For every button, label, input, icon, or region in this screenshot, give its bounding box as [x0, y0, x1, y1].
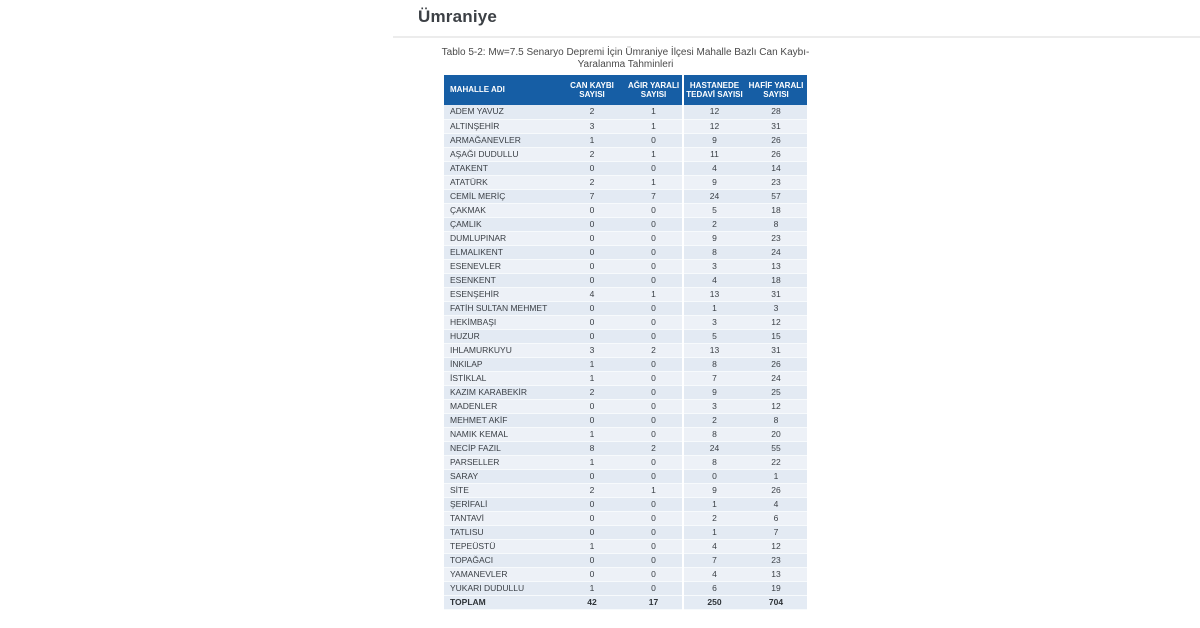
cell-value: 3: [559, 343, 625, 357]
cell-value: 250: [683, 595, 745, 609]
table-row: [444, 343, 807, 357]
cell-value: 2: [559, 385, 625, 399]
table-row: [444, 273, 807, 287]
cell-value: 0: [625, 581, 683, 595]
cell-value: 3: [683, 315, 745, 329]
table-row: [444, 175, 807, 189]
cell-value: 0: [625, 455, 683, 469]
cell-value: 4: [683, 273, 745, 287]
cell-value: 17: [625, 595, 683, 609]
cell-mahalle-adi: ŞERİFALİ: [444, 497, 559, 511]
cell-value: 23: [745, 175, 807, 189]
cell-value: 0: [559, 567, 625, 581]
table-row: [444, 567, 807, 581]
cell-mahalle-adi: DUMLUPINAR: [444, 231, 559, 245]
cell-value: 1: [625, 105, 683, 119]
cell-value: 13: [745, 567, 807, 581]
cell-value: 0: [625, 553, 683, 567]
cell-value: 0: [625, 329, 683, 343]
cell-value: 0: [625, 413, 683, 427]
cell-value: 12: [745, 315, 807, 329]
cell-value: 0: [559, 497, 625, 511]
cell-mahalle-adi: ESENEVLER: [444, 259, 559, 273]
cell-mahalle-adi: SARAY: [444, 469, 559, 483]
casualty-table: [444, 75, 807, 610]
cell-mahalle-adi: ALTINŞEHİR: [444, 119, 559, 133]
cell-value: 42: [559, 595, 625, 609]
table-row: [444, 455, 807, 469]
cell-value: 4: [745, 497, 807, 511]
cell-value: 7: [683, 371, 745, 385]
casualty-table-header: [444, 75, 807, 105]
cell-value: 8: [745, 413, 807, 427]
table-row: [444, 147, 807, 161]
cell-value: 0: [559, 217, 625, 231]
cell-value: 1: [559, 455, 625, 469]
cell-mahalle-adi: İNKILAP: [444, 357, 559, 371]
table-row: [444, 245, 807, 259]
table-row: [444, 287, 807, 301]
cell-value: 24: [683, 189, 745, 203]
column-header-agir-yarali: AĞIR YARALI SAYISI: [625, 75, 683, 105]
cell-mahalle-adi: KAZIM KARABEKİR: [444, 385, 559, 399]
cell-value: 0: [559, 469, 625, 483]
cell-value: 23: [745, 231, 807, 245]
cell-value: 24: [683, 441, 745, 455]
table-caption: [424, 47, 827, 71]
table-row: [444, 133, 807, 147]
cell-value: 0: [625, 567, 683, 581]
cell-value: 0: [559, 231, 625, 245]
cell-value: 7: [745, 525, 807, 539]
cell-mahalle-adi: AŞAĞI DUDULLU: [444, 147, 559, 161]
cell-value: 14: [745, 161, 807, 175]
cell-value: 26: [745, 133, 807, 147]
cell-value: 2: [559, 175, 625, 189]
table-row: [444, 189, 807, 203]
cell-value: 3: [683, 259, 745, 273]
cell-value: 2: [559, 147, 625, 161]
cell-value: 31: [745, 119, 807, 133]
cell-value: 3: [745, 301, 807, 315]
table-row: [444, 203, 807, 217]
cell-value: 2: [683, 413, 745, 427]
cell-mahalle-adi: ATAKENT: [444, 161, 559, 175]
cell-mahalle-adi: TATLISU: [444, 525, 559, 539]
cell-mahalle-adi: TANTAVİ: [444, 511, 559, 525]
cell-mahalle-adi: ADEM YAVUZ: [444, 105, 559, 119]
cell-value: 0: [625, 539, 683, 553]
cell-value: 9: [683, 133, 745, 147]
cell-value: 0: [559, 329, 625, 343]
header-row: [444, 75, 807, 105]
cell-mahalle-adi: ELMALIKENT: [444, 245, 559, 259]
table-row: [444, 581, 807, 595]
cell-value: 9: [683, 231, 745, 245]
cell-value: 28: [745, 105, 807, 119]
cell-value: 0: [559, 259, 625, 273]
cell-mahalle-adi: ESENKENT: [444, 273, 559, 287]
cell-value: 8: [559, 441, 625, 455]
table-row: [444, 259, 807, 273]
cell-value: 13: [683, 287, 745, 301]
cell-value: 57: [745, 189, 807, 203]
table-row: [444, 161, 807, 175]
cell-value: 0: [559, 301, 625, 315]
table-row: [444, 315, 807, 329]
cell-value: 0: [625, 133, 683, 147]
cell-value: 0: [559, 315, 625, 329]
cell-value: 5: [683, 203, 745, 217]
table-row: [444, 441, 807, 455]
cell-mahalle-adi: ESENŞEHİR: [444, 287, 559, 301]
table-row: [444, 483, 807, 497]
table-row: [444, 525, 807, 539]
cell-value: 1: [625, 287, 683, 301]
table-row: [444, 399, 807, 413]
cell-mahalle-adi: TOPAĞACI: [444, 553, 559, 567]
cell-value: 0: [625, 273, 683, 287]
cell-value: 31: [745, 287, 807, 301]
cell-value: 1: [559, 539, 625, 553]
cell-mahalle-adi: ATATÜRK: [444, 175, 559, 189]
table-row: [444, 217, 807, 231]
cell-value: 0: [625, 231, 683, 245]
cell-value: 25: [745, 385, 807, 399]
cell-value: 0: [625, 511, 683, 525]
cell-mahalle-adi: MEHMET AKİF: [444, 413, 559, 427]
cell-value: 7: [625, 189, 683, 203]
cell-value: 1: [683, 301, 745, 315]
table-row: [444, 469, 807, 483]
cell-value: 0: [559, 553, 625, 567]
title-divider: [393, 36, 1200, 38]
cell-value: 8: [683, 245, 745, 259]
cell-mahalle-adi: FATİH SULTAN MEHMET: [444, 301, 559, 315]
table-row: [444, 511, 807, 525]
cell-value: 1: [625, 119, 683, 133]
cell-value: 12: [745, 399, 807, 413]
table-row: [444, 119, 807, 133]
cell-value: 18: [745, 273, 807, 287]
cell-value: 2: [625, 343, 683, 357]
cell-value: 7: [559, 189, 625, 203]
casualty-table-container: [444, 75, 807, 610]
cell-mahalle-adi: PARSELLER: [444, 455, 559, 469]
cell-value: 18: [745, 203, 807, 217]
cell-value: 1: [559, 133, 625, 147]
cell-value: 3: [683, 399, 745, 413]
cell-mahalle-adi: IHLAMURKUYU: [444, 343, 559, 357]
cell-value: 2: [625, 441, 683, 455]
cell-value: 1: [559, 581, 625, 595]
cell-value: 1: [559, 357, 625, 371]
table-row-total: [444, 595, 807, 609]
table-row: [444, 385, 807, 399]
cell-value: 8: [683, 427, 745, 441]
cell-mahalle-adi: ARMAĞANEVLER: [444, 133, 559, 147]
table-row: [444, 539, 807, 553]
cell-value: 0: [559, 203, 625, 217]
cell-mahalle-adi: YAMANEVLER: [444, 567, 559, 581]
cell-value: 24: [745, 371, 807, 385]
cell-value: 2: [683, 217, 745, 231]
casualty-table-body: [444, 105, 807, 609]
cell-value: 1: [625, 175, 683, 189]
column-header-hafif-yarali: HAFİF YARALI SAYISI: [745, 75, 807, 105]
cell-value: 12: [745, 539, 807, 553]
cell-mahalle-adi: HUZUR: [444, 329, 559, 343]
cell-value: 7: [683, 553, 745, 567]
cell-value: 5: [683, 329, 745, 343]
cell-value: 55: [745, 441, 807, 455]
cell-mahalle-adi: İSTİKLAL: [444, 371, 559, 385]
cell-value: 0: [625, 315, 683, 329]
cell-value: 26: [745, 483, 807, 497]
cell-value: 3: [559, 119, 625, 133]
cell-value: 4: [683, 567, 745, 581]
cell-value: 2: [559, 105, 625, 119]
cell-value: 4: [683, 161, 745, 175]
table-row: [444, 553, 807, 567]
cell-value: 0: [625, 259, 683, 273]
cell-value: 23: [745, 553, 807, 567]
cell-value: 8: [745, 217, 807, 231]
cell-value: 13: [683, 343, 745, 357]
cell-value: 0: [625, 203, 683, 217]
cell-mahalle-adi: NAMIK KEMAL: [444, 427, 559, 441]
cell-value: 6: [745, 511, 807, 525]
cell-value: 13: [745, 259, 807, 273]
cell-value: 9: [683, 385, 745, 399]
cell-value: 0: [625, 161, 683, 175]
table-caption-line1: Tablo 5-2: Mw=7.5 Senaryo Depremi İçin Ümraniye İlçesi Mahalle Bazlı Can Kaybı-: [441, 47, 810, 58]
table-row: [444, 371, 807, 385]
cell-mahalle-adi: YUKARI DUDULLU: [444, 581, 559, 595]
cell-value: 0: [559, 511, 625, 525]
cell-mahalle-adi: TOPLAM: [444, 595, 559, 609]
cell-value: 20: [745, 427, 807, 441]
cell-value: 22: [745, 455, 807, 469]
cell-value: 0: [625, 217, 683, 231]
cell-value: 0: [559, 161, 625, 175]
cell-value: 1: [559, 371, 625, 385]
cell-value: 8: [683, 357, 745, 371]
cell-value: 26: [745, 147, 807, 161]
cell-mahalle-adi: ÇAMLIK: [444, 217, 559, 231]
table-caption-line2: Yaralanma Tahminleri: [577, 59, 674, 70]
page-title: Ümraniye: [418, 7, 498, 26]
column-header-mahalle-adi: MAHALLE ADI: [444, 75, 559, 105]
cell-mahalle-adi: TEPEÜSTÜ: [444, 539, 559, 553]
cell-mahalle-adi: MADENLER: [444, 399, 559, 413]
cell-value: 8: [683, 455, 745, 469]
cell-value: 0: [625, 525, 683, 539]
cell-value: 12: [683, 119, 745, 133]
cell-value: 12: [683, 105, 745, 119]
cell-value: 0: [625, 371, 683, 385]
cell-value: 4: [559, 287, 625, 301]
cell-value: 0: [559, 525, 625, 539]
cell-value: 1: [683, 497, 745, 511]
cell-value: 1: [683, 525, 745, 539]
table-row: [444, 413, 807, 427]
cell-value: 1: [625, 483, 683, 497]
table-row: [444, 301, 807, 315]
table-row: [444, 231, 807, 245]
cell-value: 4: [683, 539, 745, 553]
cell-value: 1: [745, 469, 807, 483]
cell-value: 19: [745, 581, 807, 595]
cell-value: 26: [745, 357, 807, 371]
column-header-hastanede-tedavi: HASTANEDE TEDAVİ SAYISI: [683, 75, 745, 105]
cell-mahalle-adi: HEKİMBAŞI: [444, 315, 559, 329]
cell-value: 0: [625, 245, 683, 259]
table-row: [444, 105, 807, 119]
cell-value: 0: [625, 497, 683, 511]
cell-value: 0: [559, 413, 625, 427]
cell-mahalle-adi: NECİP FAZIL: [444, 441, 559, 455]
cell-value: 0: [559, 399, 625, 413]
cell-value: 0: [559, 273, 625, 287]
column-header-can-kaybi: CAN KAYBI SAYISI: [559, 75, 625, 105]
cell-value: 15: [745, 329, 807, 343]
cell-value: 24: [745, 245, 807, 259]
cell-value: 0: [559, 245, 625, 259]
cell-value: 6: [683, 581, 745, 595]
cell-value: 2: [559, 483, 625, 497]
cell-value: 0: [625, 385, 683, 399]
cell-value: 2: [683, 511, 745, 525]
cell-value: 0: [625, 427, 683, 441]
cell-value: 1: [559, 427, 625, 441]
cell-value: 0: [625, 399, 683, 413]
cell-mahalle-adi: ÇAKMAK: [444, 203, 559, 217]
cell-value: 704: [745, 595, 807, 609]
cell-mahalle-adi: SİTE: [444, 483, 559, 497]
cell-value: 9: [683, 483, 745, 497]
cell-value: 0: [625, 357, 683, 371]
cell-value: 0: [625, 469, 683, 483]
table-row: [444, 427, 807, 441]
cell-value: 0: [683, 469, 745, 483]
cell-value: 9: [683, 175, 745, 189]
cell-value: 31: [745, 343, 807, 357]
table-row: [444, 357, 807, 371]
table-row: [444, 497, 807, 511]
cell-mahalle-adi: CEMİL MERİÇ: [444, 189, 559, 203]
table-row: [444, 329, 807, 343]
cell-value: 1: [625, 147, 683, 161]
cell-value: 0: [625, 301, 683, 315]
cell-value: 11: [683, 147, 745, 161]
